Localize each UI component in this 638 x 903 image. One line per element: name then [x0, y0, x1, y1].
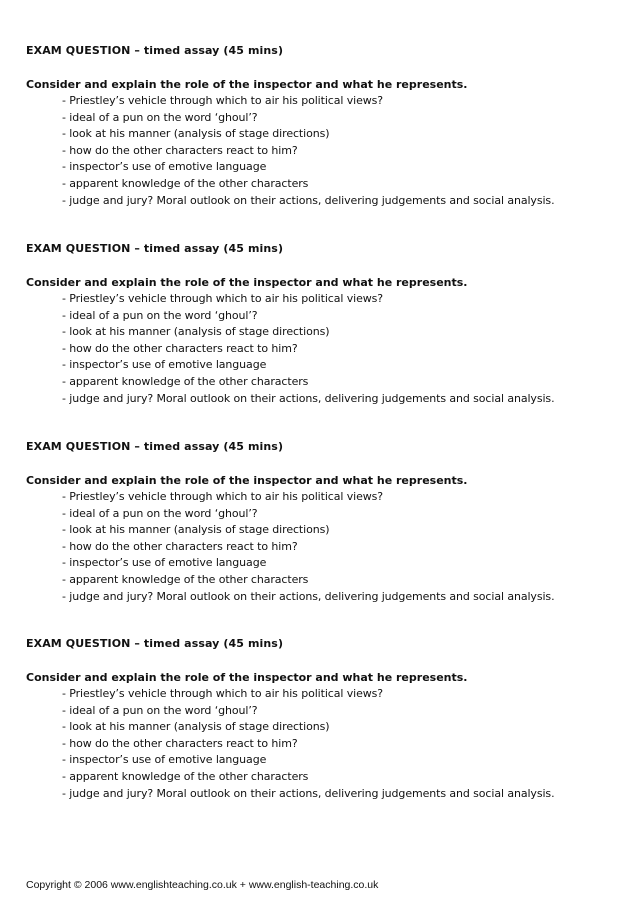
exam-question: Consider and explain the role of the inspector and what he represents.	[26, 671, 468, 684]
prompt-list	[26, 93, 626, 209]
prompt-list	[26, 291, 626, 407]
prompt-list	[26, 686, 626, 802]
prompt-item: - inspector’s use of emotive language	[62, 160, 267, 174]
prompt-item: - apparent knowledge of the other characters	[62, 374, 309, 388]
prompt-item: - Priestley’s vehicle through which to air his political views?	[62, 490, 384, 503]
prompt-item: - look at his manner (analysis of stage directions)	[62, 127, 330, 141]
exam-question-block-4	[26, 636, 626, 802]
prompt-item: - ideal of a pun on the word ‘ghoul’?	[62, 506, 258, 520]
prompt-item: - inspector’s use of emotive language	[62, 753, 267, 767]
prompt-item: - Priestley’s vehicle through which to air his political views?	[62, 94, 384, 107]
exam-heading: EXAM QUESTION – timed assay (45 mins)	[26, 440, 284, 453]
prompt-item: - look at his manner (analysis of stage directions)	[62, 523, 330, 537]
prompt-item: - apparent knowledge of the other characters	[62, 176, 309, 190]
exam-question: Consider and explain the role of the inspector and what he represents.	[26, 474, 468, 487]
prompt-item: - how do the other characters react to him?	[62, 341, 298, 355]
exam-heading: EXAM QUESTION – timed assay (45 mins)	[26, 44, 284, 57]
prompt-item: - inspector’s use of emotive language	[62, 358, 267, 372]
prompt-item: - Priestley’s vehicle through which to air his political views?	[62, 687, 384, 700]
exam-heading: EXAM QUESTION – timed assay (45 mins)	[26, 637, 284, 650]
prompt-item: - how do the other characters react to him?	[62, 736, 298, 750]
prompt-item: - look at his manner (analysis of stage directions)	[62, 720, 330, 734]
prompt-item: - how do the other characters react to him?	[62, 143, 298, 157]
exam-heading: EXAM QUESTION – timed assay (45 mins)	[26, 242, 284, 255]
prompt-item: - ideal of a pun on the word ‘ghoul’?	[62, 110, 258, 124]
prompt-item: - inspector’s use of emotive language	[62, 556, 267, 570]
prompt-item: - ideal of a pun on the word ‘ghoul’?	[62, 703, 258, 717]
exam-question: Consider and explain the role of the inspector and what he represents.	[26, 276, 468, 289]
prompt-item: - how do the other characters react to him?	[62, 539, 298, 553]
copyright-footer: Copyright © 2006 www.englishteaching.co.uk + www.english-teaching.co.uk	[26, 879, 379, 891]
prompt-item: - apparent knowledge of the other characters	[62, 769, 309, 783]
prompt-list	[26, 489, 626, 605]
exam-question: Consider and explain the role of the inspector and what he represents.	[26, 78, 468, 91]
exam-question-block-3	[26, 439, 626, 605]
prompt-item: - ideal of a pun on the word ‘ghoul’?	[62, 308, 258, 322]
prompt-item: - judge and jury? Moral outlook on their actions, delivering judgements and social analysis.	[62, 589, 555, 603]
prompt-item: - judge and jury? Moral outlook on their actions, delivering judgements and social analysis.	[62, 391, 555, 405]
prompt-item: - judge and jury? Moral outlook on their actions, delivering judgements and social analysis.	[62, 193, 555, 207]
prompt-item: - apparent knowledge of the other characters	[62, 572, 309, 586]
prompt-item: - Priestley’s vehicle through which to air his political views?	[62, 292, 384, 305]
prompt-item: - look at his manner (analysis of stage directions)	[62, 325, 330, 339]
prompt-item: - judge and jury? Moral outlook on their actions, delivering judgements and social analysis.	[62, 786, 555, 800]
exam-question-block-1	[26, 43, 626, 209]
exam-question-block-2	[26, 241, 626, 407]
